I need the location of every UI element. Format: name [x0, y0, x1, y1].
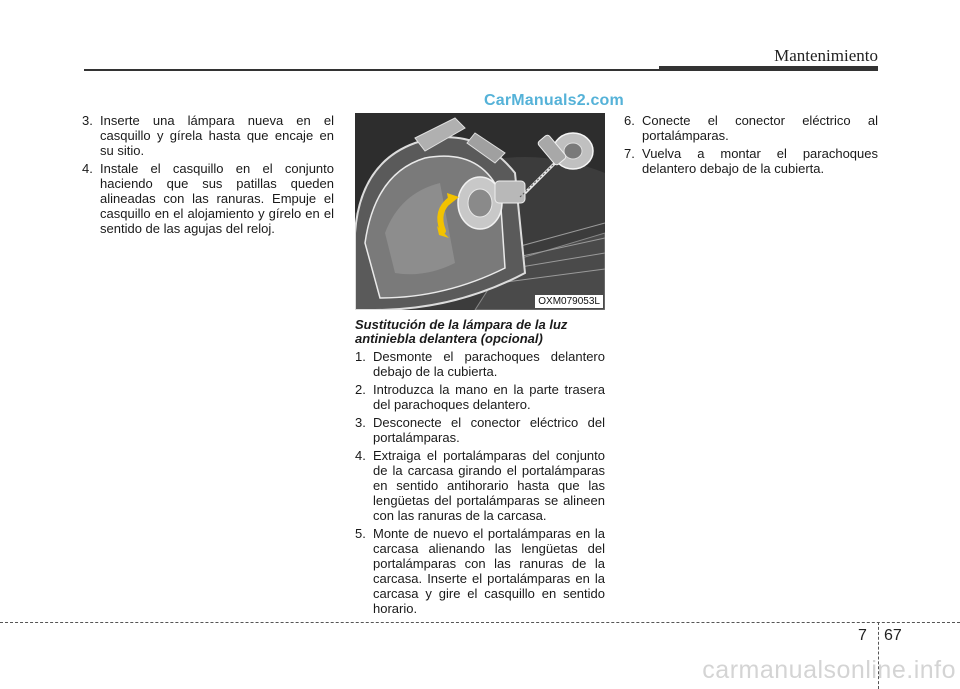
section-heading: [355, 318, 605, 346]
middle-column: [355, 113, 605, 619]
section-heading-line1: Sustitución de la lámpara de la luz: [355, 317, 568, 332]
step-number: 3.: [82, 113, 93, 128]
header-rule-thick: [659, 66, 878, 71]
watermark-bottom: carmanualsonline.info: [702, 656, 956, 684]
page-number: 67: [884, 627, 902, 644]
steps-list-left: [82, 113, 334, 236]
left-column: [82, 113, 334, 239]
step-text: Vuelva a montar el parachoques delantero debajo de la cubierta.: [642, 146, 878, 176]
watermark-link[interactable]: CarManuals2.com: [484, 92, 624, 109]
step-text: Inserte una lámpara nueva en el casquillo y gírela hasta que encaje en su sitio.: [100, 113, 334, 158]
right-column: [624, 113, 878, 179]
headlamp-illustration: [355, 113, 605, 310]
list-item: [355, 382, 605, 412]
list-item: [82, 113, 334, 158]
step-text: Introduzca la mano en la parte trasera del parachoques delantero.: [373, 382, 605, 412]
step-number: 4.: [355, 448, 366, 463]
list-item: [355, 526, 605, 616]
list-item: [82, 161, 334, 236]
step-text: Conecte el conector eléctrico al portalámparas.: [642, 113, 878, 143]
step-number: 1.: [355, 349, 366, 364]
step-text: Instale el casquillo en el conjunto haciendo que sus patillas queden alineadas con las ranuras. Empuje el casquillo en el alojamiento y gírelo en el sentido de las agujas del reloj.: [100, 161, 334, 236]
chapter-number: 7: [858, 627, 867, 644]
list-item: [355, 349, 605, 379]
step-number: 5.: [355, 526, 366, 541]
list-item: [355, 448, 605, 523]
header-title: Mantenimiento: [774, 46, 878, 65]
header-rule-thin: [84, 69, 659, 71]
step-number: 2.: [355, 382, 366, 397]
step-number: 4.: [82, 161, 93, 176]
figure-code: OXM079053L: [535, 295, 603, 308]
list-item: [624, 113, 878, 143]
step-text: Extraiga el portalámparas del conjunto de la carcasa girando el portalámparas en sentido antihorario hasta que las lengüetas del portalámparas se alineen con las ranuras de la carcasa.: [373, 448, 605, 523]
step-text: Monte de nuevo el portalámparas en la carcasa alienando las lengüetas del portalámparas con las ranuras de la carcasa. Inserte el portalámparas en la carcasa y gire el casquillo en sentido horario.: [373, 526, 605, 616]
section-heading-line2: antiniebla delantera (opcional): [355, 331, 543, 346]
step-number: 3.: [355, 415, 366, 430]
step-number: 7.: [624, 146, 635, 161]
list-item: [624, 146, 878, 176]
headlamp-drawing: [355, 113, 605, 310]
step-text: Desmonte el parachoques delantero debajo de la cubierta.: [373, 349, 605, 379]
steps-list-right: [624, 113, 878, 176]
step-number: 6.: [624, 113, 635, 128]
steps-list-middle: [355, 349, 605, 616]
footer-rule: [0, 622, 960, 623]
step-text: Desconecte el conector eléctrico del portalámparas.: [373, 415, 605, 445]
list-item: [355, 415, 605, 445]
